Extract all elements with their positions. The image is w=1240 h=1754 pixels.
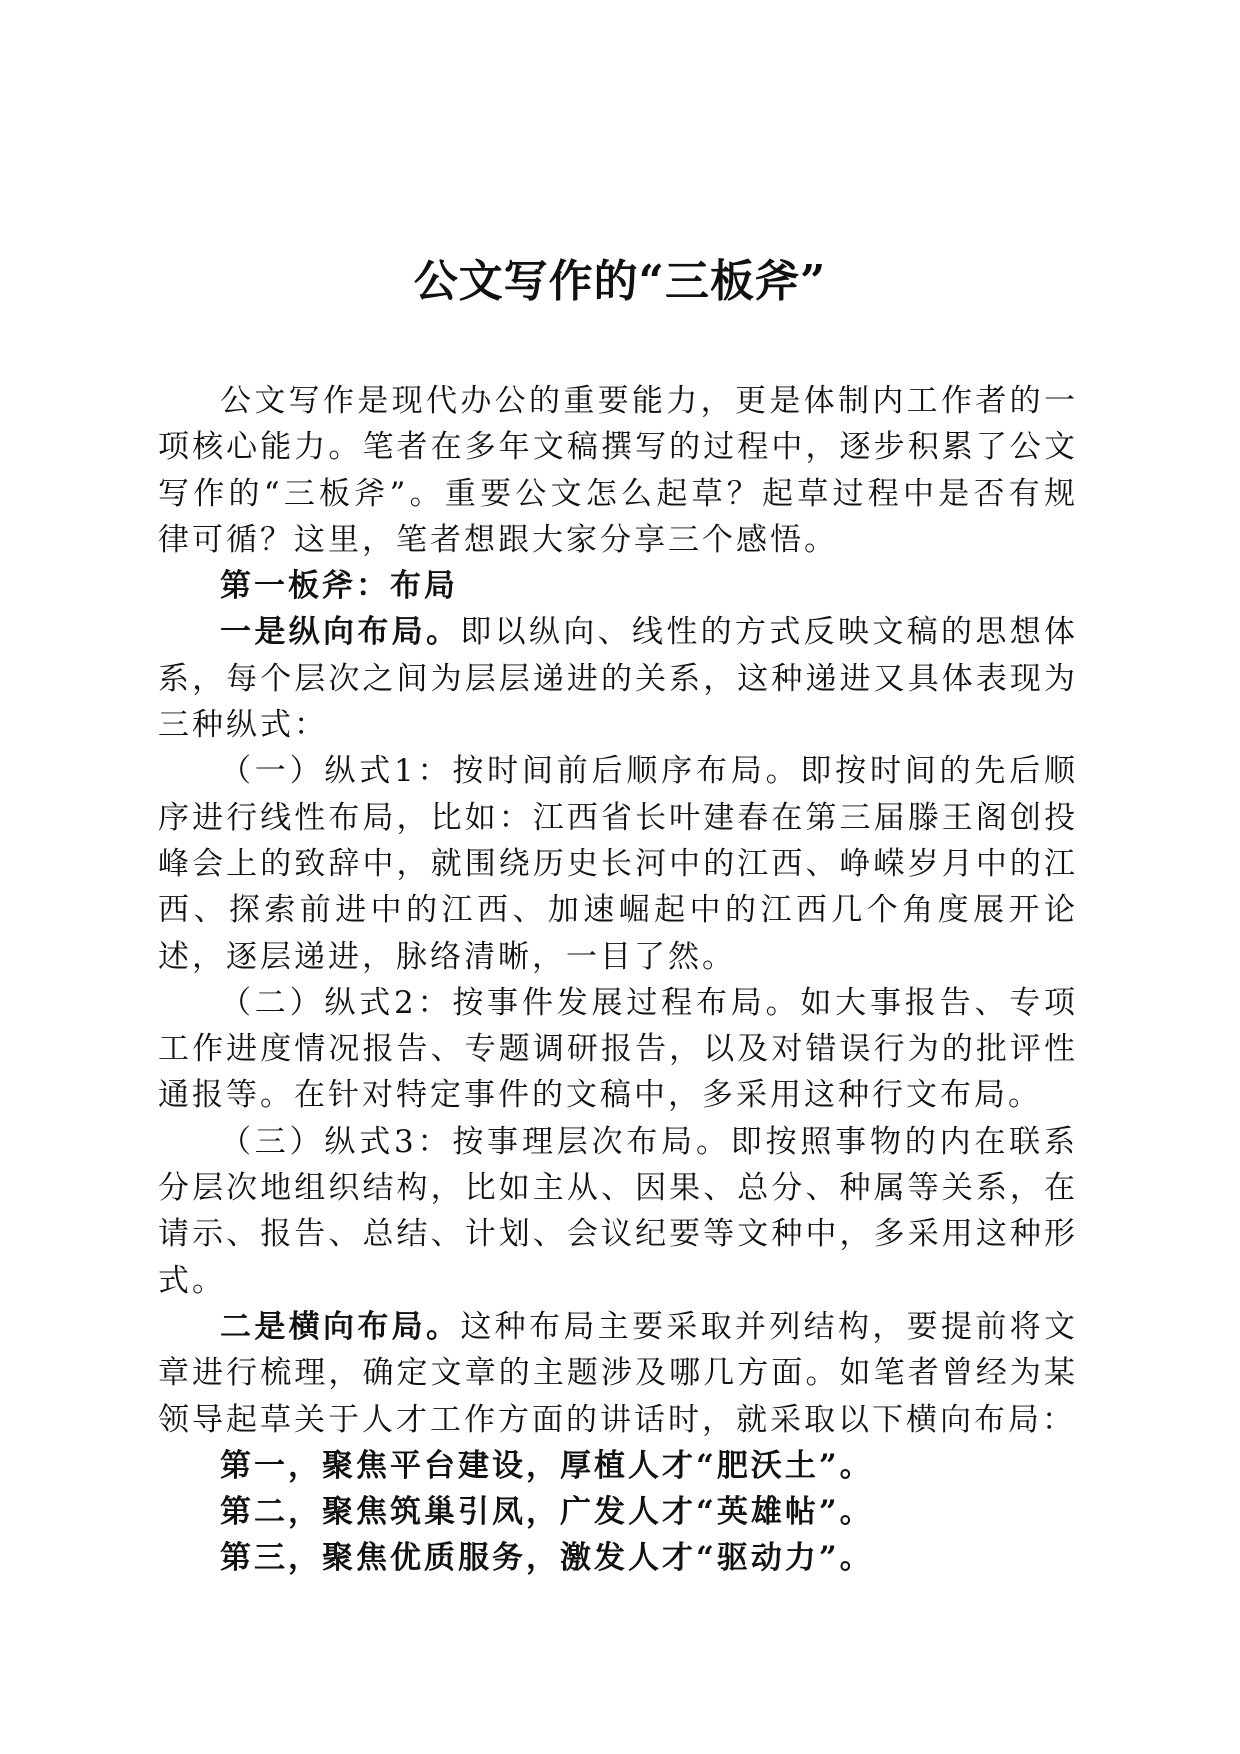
document-body bbox=[158, 378, 1078, 1582]
list-point-2 bbox=[158, 1489, 1078, 1535]
paragraph-text: （二）纵式2：按事件发展过程布局。如大事报告、专项工作进度情况报告、专题调研报告，以及对错误行为的批评性通报等。在针对特定事件的文稿中，多采用这种行文布局。 bbox=[158, 984, 1078, 1114]
section-heading bbox=[158, 563, 1078, 609]
paragraph-lead: 第一板斧：布局 bbox=[220, 568, 458, 605]
paragraph-lead: 第三，聚焦优质服务，激发人才“驱动力”。 bbox=[220, 1540, 874, 1577]
paragraph-vertical-3 bbox=[158, 1119, 1078, 1304]
paragraph-text: （一）纵式1：按时间前后顺序布局。即按时间的先后顺序进行线性布局，比如：江西省长叶建春在第三届滕王阁创投峰会上的致辞中，就围绕历史长河中的江西、峥嵘岁月中的江西、探索前进中的江西、加速崛起中的江西几个角度展开论述，逐层递进，脉络清晰，一目了然。 bbox=[158, 753, 1078, 975]
paragraph-vertical-2 bbox=[158, 980, 1078, 1119]
list-point-1 bbox=[158, 1443, 1078, 1489]
paragraph-text: 即以纵向、线性的方式反映文稿的思想体系，每个层次之间为层层递进的关系，这种递进又具体表现为三种纵式： bbox=[158, 614, 1079, 744]
paragraph-text: 这种布局主要采取并列结构，要提前将文章进行梳理，确定文章的主题涉及哪几方面。如笔者曾经为某领导起草关于人才工作方面的讲话时，就采取以下横向布局： bbox=[158, 1308, 1079, 1438]
list-point-3 bbox=[158, 1535, 1078, 1581]
paragraph-lead: 第一，聚焦平台建设，厚植人才“肥沃土”。 bbox=[220, 1447, 874, 1484]
paragraph-text: （三）纵式3：按事理层次布局。即按照事物的内在联系分层次地组织结构，比如主从、因果、总分、种属等关系，在请示、报告、总结、计划、会议纪要等文种中，多采用这种形式。 bbox=[158, 1123, 1078, 1299]
paragraph-intro bbox=[158, 378, 1078, 563]
paragraph-text: 公文写作是现代办公的重要能力，更是体制内工作者的一项核心能力。笔者在多年文稿撰写的过程中，逐步积累了公文写作的“三板斧”。重要公文怎么起草？起草过程中是否有规律可循？这里，笔者想跟大家分享三个感悟。 bbox=[158, 383, 1078, 558]
paragraph-lead: 二是横向布局。 bbox=[220, 1308, 461, 1345]
paragraph-lead: 一是纵向布局。 bbox=[220, 614, 461, 651]
paragraph-horizontal-layout bbox=[158, 1304, 1078, 1443]
document-title: 公文写作的“三板斧” bbox=[413, 256, 827, 307]
paragraph-lead: 第二，聚焦筑巢引凤，广发人才“英雄帖”。 bbox=[220, 1494, 874, 1531]
paragraph-vertical-1 bbox=[158, 748, 1078, 979]
paragraph-vertical-layout bbox=[158, 609, 1078, 748]
